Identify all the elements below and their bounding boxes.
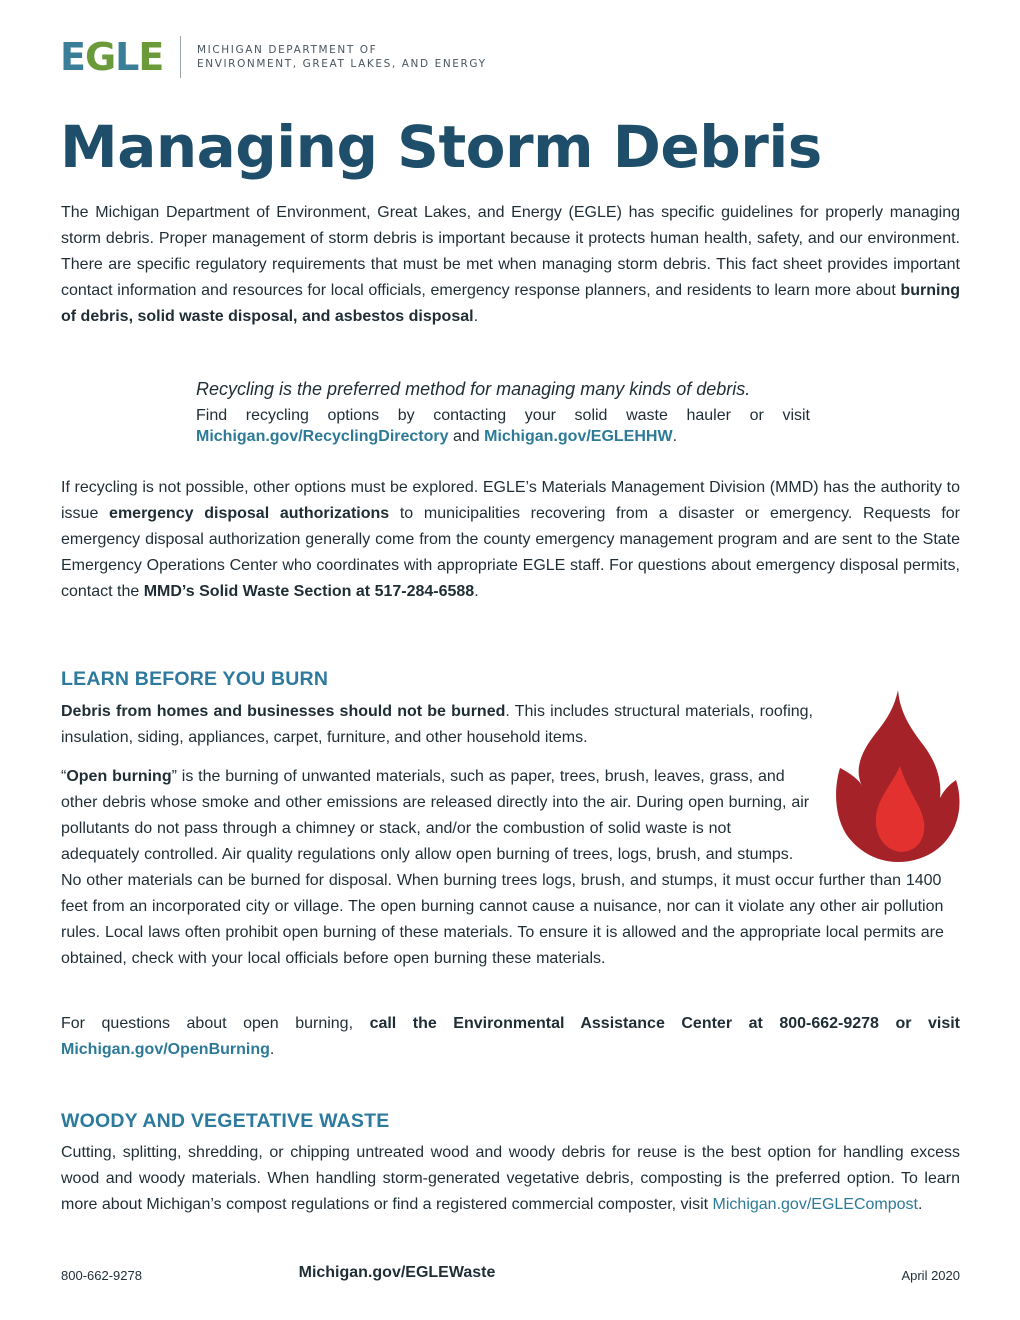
recycling-bold-2: MMD’s Solid Waste Section at 517-284-6588 <box>143 583 475 600</box>
footer-date: April 2020 <box>901 1268 960 1283</box>
woody-heading: WOODY AND VEGETATIVE WASTE <box>61 1110 390 1132</box>
flame-wrap-spacer <box>812 764 960 868</box>
recycling-text-1: If recycling is not possible, other options must be explored. EGLE’s Materials Management Division (MMD) has the authority to issue <box>61 479 960 522</box>
recycling-paragraph <box>61 475 960 605</box>
footer <box>61 1264 960 1286</box>
footer-phone: 800-662-9278 <box>61 1268 142 1283</box>
recycling-text-2: to municipalities recovering from a disaster or emergency. Requests for emergency disposal authorization generally come from the county emergency management program and are sent to the State Emergency Operations Center who coordinates with appropriate EGLE staff. For questions about emergency disposal permits, contact the <box>61 505 961 600</box>
burn-open-quote: “ <box>61 768 67 785</box>
callout-body: Find recycling options by contacting your solid waste hauler or visit <box>196 407 810 424</box>
burn-paragraph-2 <box>61 764 960 972</box>
egle-compost-link[interactable]: Michigan.gov/EGLECompost <box>712 1196 918 1213</box>
header <box>60 36 487 78</box>
page-title: Managing Storm Debris <box>60 113 822 181</box>
burn-text-3: For questions about open burning, <box>61 1015 370 1032</box>
egle-logo <box>60 37 166 77</box>
recycling-end: . <box>474 583 479 600</box>
burn-paragraph-1 <box>61 699 813 751</box>
burn-bold-3: call the Environmental Assistance Center at 800-662-9278 or visit <box>369 1015 961 1032</box>
callout-text <box>196 405 810 447</box>
intro-end: . <box>473 308 479 325</box>
agency-line-1: MICHIGAN DEPARTMENT OF <box>197 44 378 56</box>
eglehhw-link[interactable]: Michigan.gov/EGLEHHW <box>484 428 673 445</box>
open-burning-link[interactable]: Michigan.gov/OpenBurning <box>61 1041 270 1058</box>
callout-and: and <box>448 428 485 445</box>
egle-logo-text: EGLE <box>60 35 164 79</box>
burn-heading: LEARN BEFORE YOU BURN <box>61 668 329 690</box>
woody-paragraph <box>61 1140 960 1218</box>
intro-text: The Michigan Department of Environment, Great Lakes, and Energy (EGLE) has specific guidelines for properly managing storm debris. Proper management of storm debris is important because it protects human health, safety, and our environment. There are specific regulatory requirements that must be met when managing storm debris. This fact sheet provides important contact information and resources for local officials, emergency response planners, and residents to learn more about <box>61 204 960 299</box>
recycling-bold-1: emergency disposal authorizations <box>109 505 390 522</box>
woody-text: Cutting, splitting, shredding, or chipping untreated wood and woody debris for reuse is the best option for handling excess wood and woody materials. When handling storm-generated vegetative debris, composting is the preferred option. To learn more about Michigan’s compost regulations or find a registered commercial composter, visit <box>61 1144 960 1213</box>
burn-bold-1: Debris from homes and businesses should not be burned <box>61 703 506 720</box>
agency-line-2: ENVIRONMENT, GREAT LAKES, AND ENERGY <box>197 58 487 70</box>
agency-name <box>197 43 487 71</box>
burn-text-1: . This includes structural materials, roofing, insulation, siding, appliances, carpet, furniture, and other household items. <box>61 703 814 746</box>
burn-paragraph-3 <box>61 1011 960 1063</box>
burn-end: . <box>269 1041 275 1058</box>
footer-website-link[interactable]: Michigan.gov/EGLEWaste <box>298 1264 496 1281</box>
recycling-callout <box>196 376 810 447</box>
intro-bold: burning of debris, solid waste disposal, and asbestos disposal <box>61 282 960 325</box>
burn-text-2: ” is the burning of unwanted materials, such as paper, trees, brush, leaves, grass, and other debris whose smoke and other emissions are released directly into the air. During open burning, air pollutants do not pass through a chimney or stack, and/or the combustion of solid waste is not adequately controlled. Air quality regulations only allow open burning of trees, logs, brush, and stumps. No other materials can be burned for disposal. When burning trees logs, brush, and stumps, it must occur further than 1400 feet from an incorporated city or village. The open burning cannot cause a nuisance, nor can it violate any other air pollution rules. Local laws often prohibit open burning of these materials. To ensure it is allowed and the appropriate local permits are obtained, check with your local officials before open burning these materials. <box>61 768 944 967</box>
header-divider <box>180 36 181 78</box>
callout-end: . <box>672 428 678 445</box>
recycling-directory-link[interactable]: Michigan.gov/RecyclingDirectory <box>196 428 449 445</box>
callout-italic: Recycling is the preferred method for managing many kinds of debris. <box>196 379 751 399</box>
intro-paragraph <box>61 200 960 330</box>
burn-bold-2: Open burning <box>66 768 172 785</box>
woody-end: . <box>917 1196 923 1213</box>
